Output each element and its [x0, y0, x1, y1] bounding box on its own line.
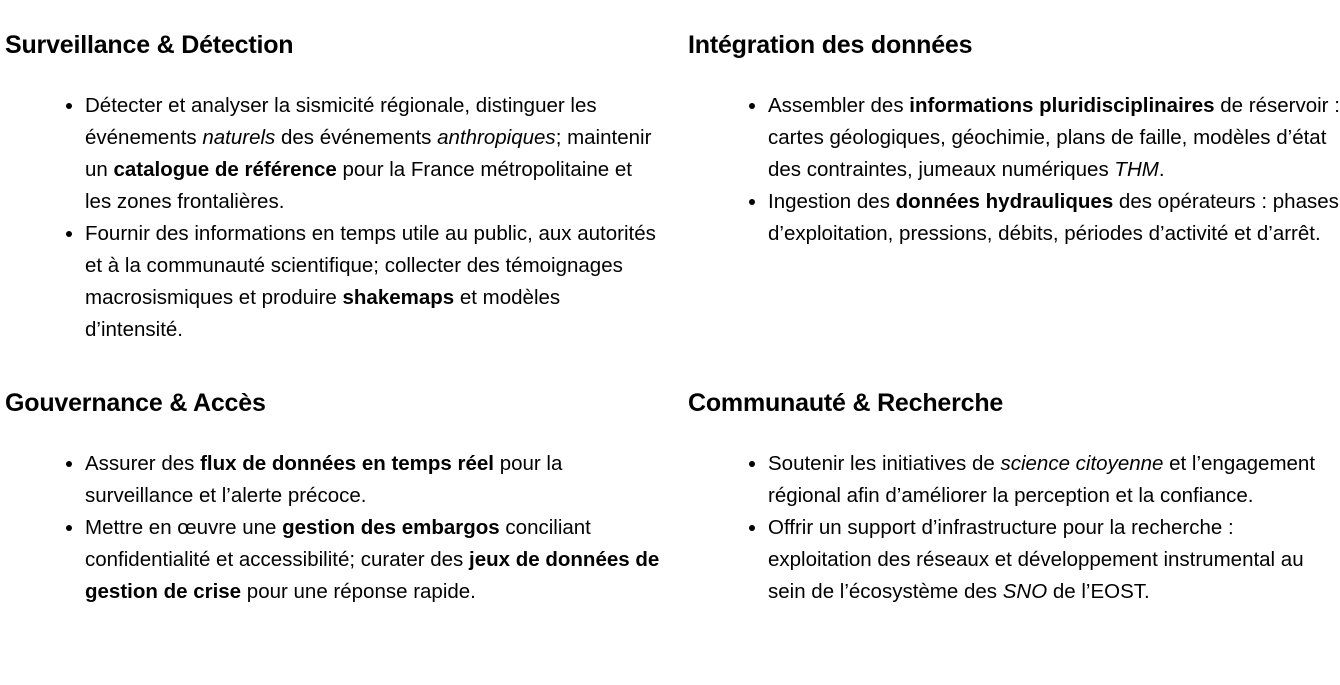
section-title: Gouvernance & Accès: [5, 389, 266, 417]
italic-text: SNO: [1002, 580, 1048, 603]
text: Offrir un support d’infrastructure pour la recherche : exploitation des réseaux et développement instrumental au sein de l’écosystème des: [768, 516, 1304, 603]
text: Assembler des: [768, 94, 910, 117]
section-surveillance-detection: [5, 0, 688, 358]
bold-text: gestion des embargos: [282, 516, 500, 539]
section-integration-donnees: [688, 0, 1340, 358]
section-title: Communauté & Recherche: [688, 389, 1004, 417]
text: pour une réponse rapide.: [241, 580, 476, 603]
text: des événements: [275, 126, 438, 149]
text: .: [1158, 158, 1165, 181]
text: Ingestion des: [768, 190, 896, 213]
text: Assurer des: [85, 452, 201, 475]
text: Détecter et analyser la sismicité régionale, distinguer les événements: [85, 94, 597, 149]
text: Mettre en œuvre une: [85, 516, 283, 539]
text: de l’EOST.: [1047, 580, 1150, 603]
section-title: Intégration des données: [688, 31, 973, 59]
text: des opérateurs : phases d’exploitation, pressions, débits, périodes d’activité et d’arrêt.: [768, 190, 1339, 245]
italic-text: naturels: [202, 126, 276, 149]
text: et modèles d’intensité.: [85, 286, 561, 341]
italic-text: THM: [1114, 158, 1159, 181]
bullet-list: [688, 448, 1340, 608]
text: conciliant confidentialité et accessibilité; curater des: [85, 516, 591, 571]
text: de réservoir : cartes géologiques, géochimie, plans de faille, modèles d’état des contraintes, jumeaux numériques: [768, 94, 1340, 181]
italic-text: science citoyenne: [1000, 452, 1164, 475]
list-item: [768, 186, 1340, 250]
section-communaute-recherche: [688, 358, 1340, 608]
bold-text: catalogue de référence: [113, 158, 337, 181]
list-item: [85, 90, 661, 218]
bold-text: informations pluridisciplinaires: [909, 94, 1215, 117]
list-item: [768, 90, 1340, 186]
list-item: [85, 448, 661, 512]
bold-text: shakemaps: [342, 286, 455, 309]
section-title: Surveillance & Détection: [5, 31, 294, 59]
italic-text: anthropiques: [437, 126, 556, 149]
bullet-list: [5, 448, 688, 608]
text: et l’engagement régional afin d’améliorer la perception et la confiance.: [768, 452, 1316, 507]
list-item: [768, 448, 1340, 512]
list-item: [85, 512, 661, 608]
bullet-list: [688, 90, 1340, 250]
text: ; maintenir un: [85, 126, 652, 181]
text: Soutenir les initiatives de: [768, 452, 1001, 475]
bold-text: données hydrauliques: [895, 190, 1114, 213]
text: pour la France métropolitaine et les zones frontalières.: [85, 158, 632, 213]
section-gouvernance-acces: [5, 358, 688, 608]
bullet-list: [5, 90, 688, 346]
bold-text: jeux de données de gestion de crise: [85, 548, 660, 603]
list-item: [768, 512, 1340, 608]
text: Fournir des informations en temps utile au public, aux autorités et à la communauté scientifique; collecter des témoignages macrosismiques et produire: [85, 222, 656, 309]
bold-text: flux de données en temps réel: [200, 452, 494, 475]
text: pour la surveillance et l’alerte précoce.: [85, 452, 563, 507]
list-item: [85, 218, 661, 346]
